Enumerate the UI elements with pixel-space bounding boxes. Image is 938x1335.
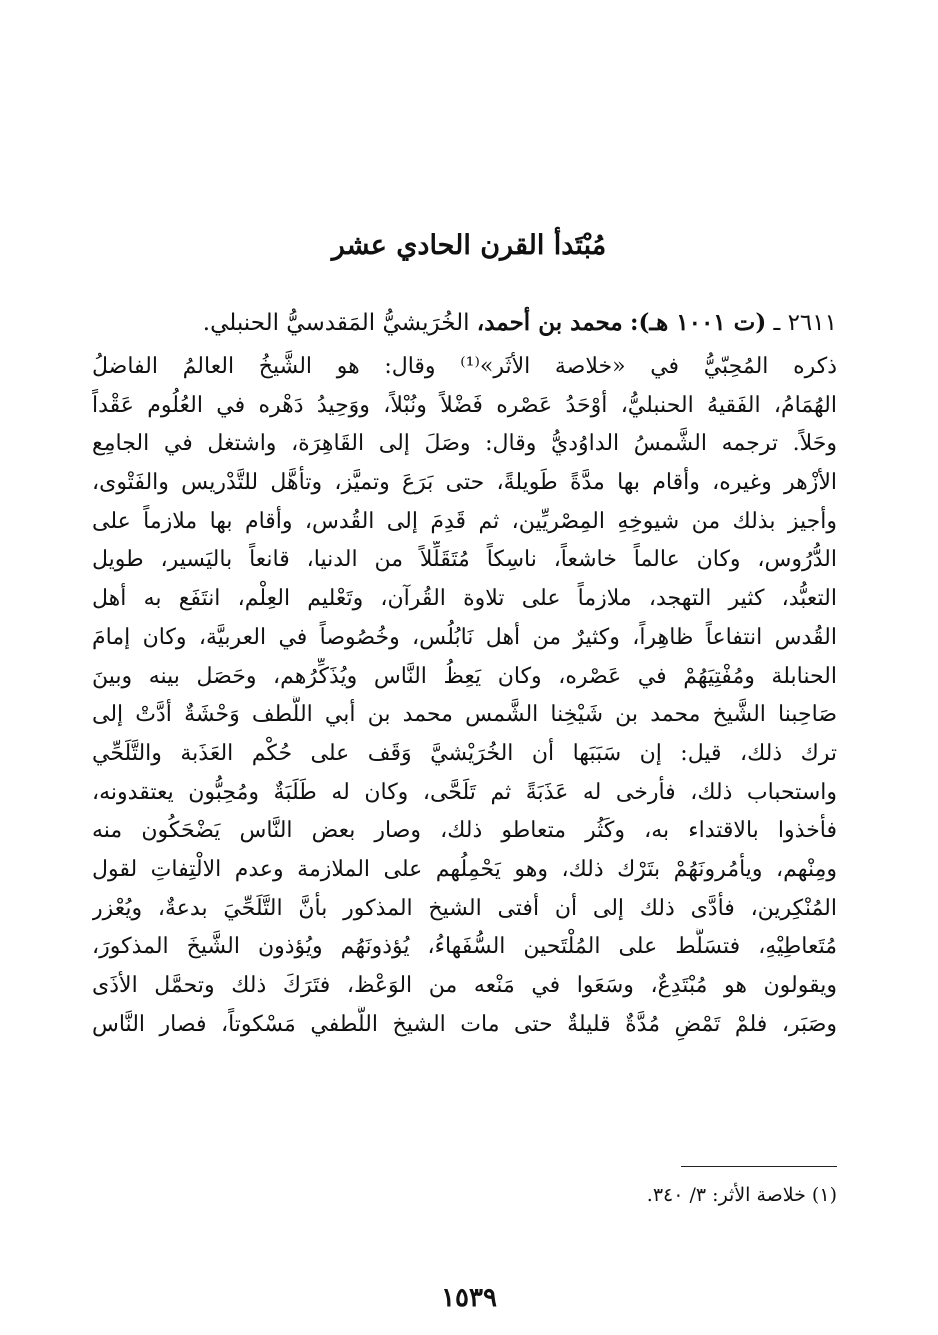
body-text [92, 348, 837, 1044]
footnote-divider [681, 1166, 837, 1167]
body-line: الأزْهر وغيره، وأقام بها مدَّةً طَويلةً، حتى بَرَعَ وتميَّز، وتأهَّل للتَّدْريس والفَتْوى، [92, 470, 837, 496]
entry-name: محمد بن أحمد، [476, 309, 623, 336]
entry-death-date: (ت ١٠٠١ هـ): [629, 309, 767, 336]
body-line: مُتَعاطِيْهِ، فتسَلَّط على المُلْتَحين السُّفَهاءُ، يُؤذونَهُم ويُؤذون الشَّيخَ المذكورَ، [92, 934, 837, 960]
body-line: الحنابلة ومُفْتِيَهُمْ في عَصْره، وكان يَعِظُ النَّاس ويُذَكِّرُهم، وحَصَل بينه وبينَ [92, 663, 837, 689]
body-line: وأجيز بذلك من شيوخِهِ المِصْريِّين، ثم قَدِمَ إلى القُدس، وأقام بها ملازماً على [92, 508, 837, 534]
body-line: ترك ذلك، قيل: إن سَبَبَها أن الخُرَيْشيَّ وَقَف على حُكْم العَذَبة والتَّلَحِّي [92, 740, 837, 766]
entry-heading [92, 303, 837, 343]
footnote: (١) خلاصة الأثر: ٣/ ٣٤٠. [646, 1184, 837, 1206]
body-line: القُدس انتفاعاً ظاهِراً، وكثيرٌ من أهل نَابُلُس، وخُصُوصاً في العربيَّة، وكان إمامَ [92, 624, 837, 650]
body-line: وحَلاً. ترجمه الشَّمسُ الداوُديُّ وقال: وصَلَ إلى القَاهِرَة، واشتغل في الجامِع [92, 431, 837, 457]
body-line: المُنْكِرين، فأدَّى ذلك إلى أن أفتى الشيخ المذكور بأنَّ التَّلَحِّيَ بدعةٌ، ويُعْزر [92, 895, 837, 921]
page-number: ١٥٣٩ [441, 1283, 497, 1313]
entry-nisba: الخُرَيشيُّ المَقدسيُّ الحنبلي. [202, 310, 470, 336]
body-line: صَاحِبنا الشَّيخ محمد بن شَيْخِنا الشَّمس محمد بن أبي اللُّطف وَحْشَةٌ أدَّتْ إلى [92, 702, 837, 728]
body-line: وصَبَر، فلمْ تَمْضِ مُدَّةٌ قليلةٌ حتى مات الشيخ اللُّطفي مَسْكوتاً، فصار النَّاس [92, 1011, 837, 1037]
entry-number: ٢٦١١ ـ [773, 310, 837, 336]
body-line: واستحباب ذلك، فأرخى له عَذَبَةً ثم تَلَحَّى، وكان له طَلَبَةٌ ومُحِبُّون يعتقدونه، [92, 779, 837, 805]
body-line: التعبُّد، كثير التهجد، ملازماً على تلاوة القُرآن، وتَعْليم العِلْم، انتَفَع به أهل [92, 586, 837, 612]
body-line: ذكره المُحِبّيُّ في «خلاصة الأثَر»⁽¹⁾ وقال: هو الشَّيخُ العالمُ الفاضلُ [92, 354, 837, 379]
body-line: ويقولون هو مُبْتَدِعٌ، وسَعَوا في مَنْعه من الوَعْظ، فتَرَكَ ذلك وتحمَّل الأذَى [92, 973, 837, 998]
body-line: فأخذوا بالاقتداء به، وكَثُر متعاطو ذلك، وصار بعض النَّاس يَضْحَكُون منه [92, 818, 837, 844]
section-title: مُبْتَدأ القرن الحادي عشر [331, 230, 607, 261]
body-line: ومِنْهم، ويأمُرونَهُمْ بتَرْك ذلك، وهو يَحْمِلُهم على الملازمة وعدم الالْتِفاتِ لقول [92, 856, 837, 882]
body-line: الهُمَامُ، الفَقيهُ الحنبليُّ، أوْحَدُ عَصْره فَضْلاً ونُبْلاً، ووَحِيدُ دَهْره في العُلُوم عَقْداً [92, 392, 837, 418]
body-line: الدُّرُوس، وكان عالماً خاشعاً، ناسِكاً مُتَقَلِّلاً من الدنيا، قانعاً باليَسير، طويل [92, 547, 837, 573]
